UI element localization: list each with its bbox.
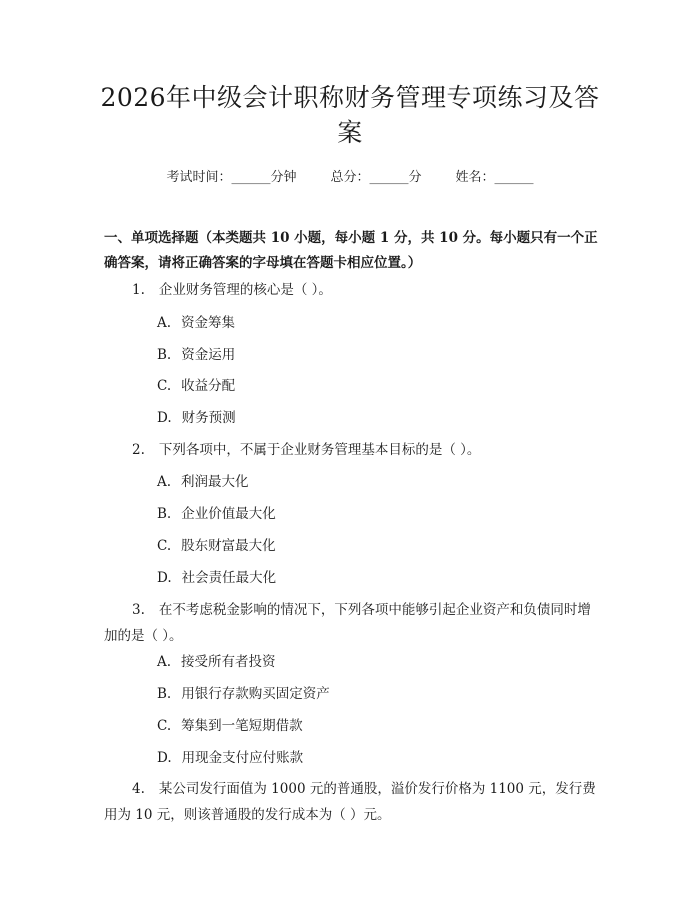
option-text: 资金筹集 [181,315,236,331]
question-number: 4. [132,781,145,797]
option-text: 利润最大化 [181,474,249,490]
question-text: 下列各项中，不属于企业财务管理基本目标的是（ ）。 [158,442,481,458]
question-number: 2. [132,442,145,458]
option-text: 接受所有者投资 [181,654,276,670]
option-text: 股东财富最大化 [181,538,276,554]
question-2-option-d [157,568,276,588]
option-letter: A. [157,315,172,331]
option-text: 资金运用 [181,347,236,363]
option-letter: D. [157,750,172,766]
option-text: 财务预测 [181,410,236,426]
option-text: 社会责任最大化 [181,570,277,586]
question-text: 企业财务管理的核心是（ ）。 [158,282,332,298]
question-2-option-b [157,504,276,524]
question-1-option-d [157,408,236,428]
question-2-option-a [157,472,249,492]
name-label: 姓名： [455,170,495,185]
option-text: 用现金支付应付账款 [181,750,304,766]
question-3-option-b [157,684,330,704]
document-title: 2026年中级会计职称财务管理专项练习及答案 [100,83,600,147]
option-letter: D. [157,410,172,426]
question-3 [104,597,604,649]
option-text: 收益分配 [181,378,236,394]
question-3-option-c [157,716,303,736]
score-label: 总分： [330,170,370,185]
option-letter: B. [157,347,172,363]
exam-time-blank: ______ [231,170,271,185]
option-letter: C. [157,718,172,734]
question-1-option-c [157,376,235,396]
option-letter: B. [157,686,172,702]
option-letter: C. [157,538,172,554]
question-4 [104,776,604,828]
question-1-option-b [157,345,235,365]
exam-time-unit: 分钟 [270,170,297,185]
question-3-option-d [157,748,303,768]
option-letter: A. [157,474,172,490]
question-1 [104,277,604,303]
score-blank: ______ [369,170,409,185]
name-blank: ______ [494,170,534,185]
option-text: 筹集到一笔短期借款 [181,718,303,734]
question-text: 某公司发行面值为 1000 元的普通股，溢价发行价格为 1100 元，发行费用为 10 元，则该普通股的发行成本为（ ）元。 [104,781,596,823]
question-number: 1. [132,282,145,298]
option-text: 企业价值最大化 [181,506,276,522]
score-unit: 分 [408,170,422,185]
option-letter: C. [157,378,172,394]
exam-time-label: 考试时间： [166,170,232,185]
option-letter: D. [157,570,172,586]
section-heading: 一、单项选择题（本类题共 10 小题，每小题 1 分，共 10 分。每小题只有一个正确答案，请将正确答案的字母填在答题卡相应位置。） [104,230,598,271]
exam-meta-line [0,168,700,188]
option-letter: B. [157,506,172,522]
question-2 [104,437,604,463]
question-2-option-c [157,536,276,556]
option-letter: A. [157,654,172,670]
question-3-option-a [157,652,276,672]
question-number: 3. [132,602,145,618]
option-text: 用银行存款购买固定资产 [181,686,330,702]
question-text: 在不考虑税金影响的情况下，下列各项中能够引起企业资产和负债同时增加的是（ ）。 [104,602,591,644]
question-1-option-a [157,313,235,333]
